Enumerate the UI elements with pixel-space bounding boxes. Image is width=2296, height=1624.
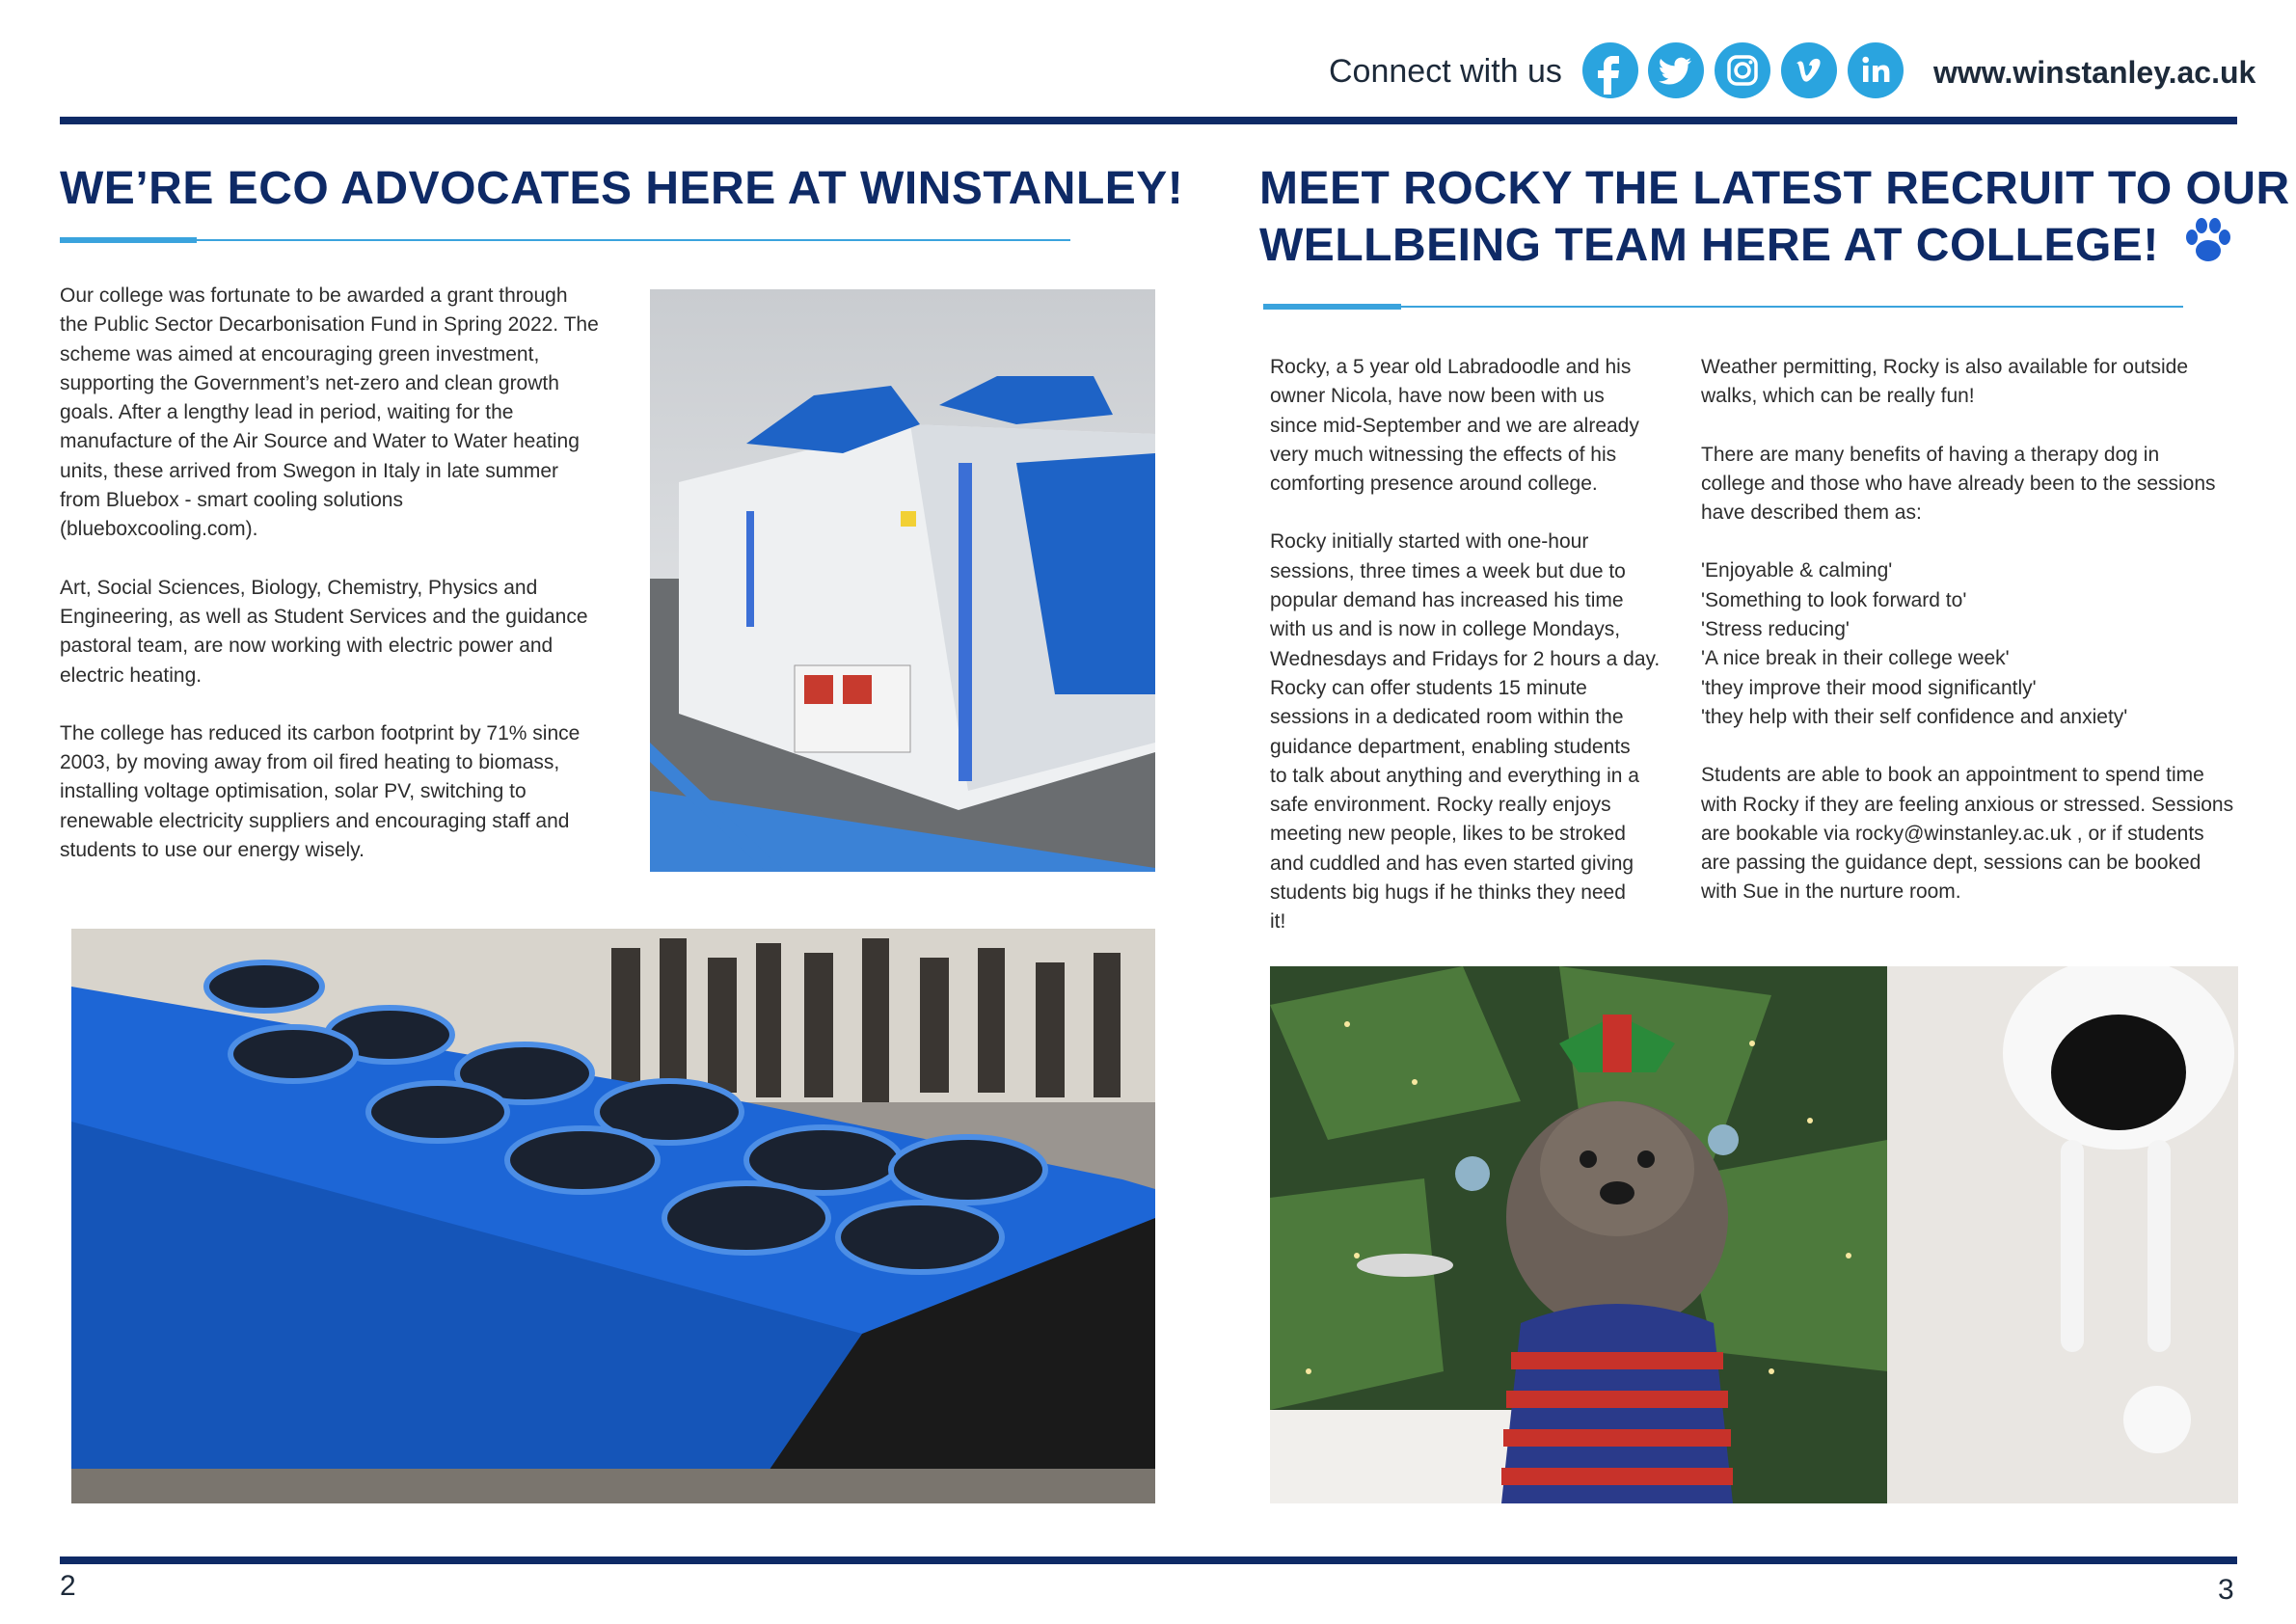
connect-label: Connect with us bbox=[1329, 53, 1562, 90]
instagram-icon[interactable] bbox=[1715, 42, 1770, 98]
page-number-right: 3 bbox=[2218, 1574, 2234, 1606]
right-col2-quotes: 'Enjoyable & calming' 'Something to look forward to' 'Stress reducing' 'A nice break in their college week' 'they improve their mood significantly' 'they help with their self confidence and anxiety' bbox=[1701, 559, 2128, 728]
linkedin-icon[interactable] bbox=[1848, 42, 1904, 98]
right-col2-paragraph-4: Students are able to book an appointment to spend time with Rocky if they are feeling anxious or stressed. Sessions are bookable via rocky@winstanley.ac.uk , or if students are passing the guidance dept, sessions can be booked with Sue in the nurture room. bbox=[1701, 764, 2234, 904]
right-heading-line-2: WELLBEING TEAM HERE AT COLLEGE! bbox=[1259, 216, 2290, 279]
cooling-units-event-photo bbox=[71, 929, 1155, 1503]
left-paragraph-3: The college has reduced its carbon footprint by 71% since 2003, by moving away from oil fired heating to biomass, installing voltage optimisation, solar PV, switching to renewable electricity suppliers and encouraging staff and students to use our energy wisely. bbox=[60, 721, 581, 862]
facebook-icon[interactable] bbox=[1582, 42, 1638, 98]
right-col1-paragraph-1: Rocky, a 5 year old Labradoodle and his owner Nicola, have now been with us since mid-September and we are already very much witnessing the effects of his comforting presence around college. bbox=[1270, 356, 1639, 496]
right-col2-paragraph-2: There are many benefits of having a therapy dog in college and those who have already been to the sessions have described them as: bbox=[1701, 443, 2216, 525]
right-article-col-2 bbox=[1701, 353, 2251, 907]
right-heading bbox=[1259, 162, 2290, 279]
paw-print-icon bbox=[2180, 216, 2236, 279]
twitter-icon[interactable] bbox=[1648, 42, 1704, 98]
right-heading-underline-accent bbox=[1263, 304, 1401, 310]
right-col2-paragraph-1: Weather permitting, Rocky is also available for outside walks, which can be really fun! bbox=[1701, 356, 2189, 408]
left-paragraph-1: Our college was fortunate to be awarded a grant through the Public Sector Decarbonisation Fund in Spring 2022. The scheme was aimed at encouraging green investment, supporting the Government’s net-zero and clean growth goals. After a lengthy lead in period, waiting for the manufacture of the Air Source and Water to Water heating units, these arrived from Swegon in Italy in late summer from Bluebox - smart cooling solutions (blueboxcooling.com). bbox=[60, 284, 599, 541]
heat-pump-unit-photo bbox=[650, 289, 1155, 872]
right-heading-underline bbox=[1263, 306, 2183, 308]
right-heading-line-1: MEET ROCKY THE LATEST RECRUIT TO OUR bbox=[1259, 163, 2290, 214]
right-col1-paragraph-2: Rocky initially started with one-hour sessions, three times a week but due to popular demand has increased his time with us and is now in college Mondays, Wednesdays and Fridays for 2 hours a day. Rocky can offer students 15 minute sessions in a dedicated room within the guidance department, enabling students to talk about anything and everything in a safe environment. Rocky really enjoys meeting new people, likes to be stroked and cuddled and has even started giving students big hugs if he thinks they need it! bbox=[1270, 530, 1661, 934]
bottom-rule bbox=[60, 1556, 2237, 1564]
top-rule bbox=[60, 117, 2237, 124]
rocky-dog-photo bbox=[1270, 966, 2238, 1503]
left-heading: WE’RE ECO ADVOCATES HERE AT WINSTANLEY! bbox=[60, 163, 1184, 214]
right-article-col-1 bbox=[1270, 353, 1694, 937]
website-link[interactable]: www.winstanley.ac.uk bbox=[1933, 55, 2256, 90]
left-article-text bbox=[60, 282, 638, 865]
page-number-left: 2 bbox=[60, 1570, 76, 1602]
left-paragraph-2: Art, Social Sciences, Biology, Chemistry, Physics and Engineering, as well as Student Services and the guidance pastoral team, are now working with electric power and electric heating. bbox=[60, 576, 588, 687]
left-heading-underline-accent bbox=[60, 237, 197, 243]
vimeo-icon[interactable] bbox=[1781, 42, 1837, 98]
left-heading-underline bbox=[60, 239, 1070, 241]
